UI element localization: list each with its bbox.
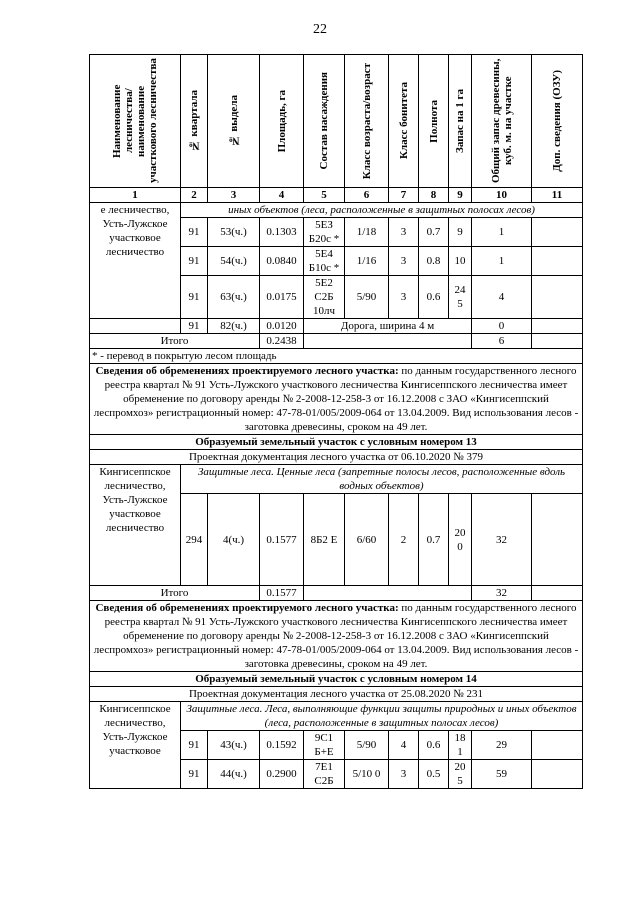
area-cell: 0.1303 xyxy=(260,218,304,247)
total-stock-cell: 0 xyxy=(472,319,532,334)
footnote: * - перевод в покрытую лесом площадь xyxy=(90,349,583,364)
total-stock-cell: 29 xyxy=(472,731,532,760)
compartment-cell: 43(ч.) xyxy=(208,731,260,760)
col-number: 8 xyxy=(419,188,449,203)
total-stock-cell: 1 xyxy=(472,218,532,247)
area-cell: 0.0840 xyxy=(260,247,304,276)
total-row xyxy=(90,334,583,349)
forest-category: Защитные леса. Леса, выполняющие функции защиты природных и иных объектов (леса, расположенные в защитных полосах лесов) xyxy=(181,702,583,731)
stock-cell: 24 5 xyxy=(449,276,472,319)
total-area: 0.2438 xyxy=(260,334,304,349)
extra-cell xyxy=(532,247,583,276)
extra-cell xyxy=(532,218,583,247)
empty-cell xyxy=(304,334,472,349)
total-stock-cell: 59 xyxy=(472,760,532,789)
encumbrance-note xyxy=(90,364,583,435)
bonitet-cell: 4 xyxy=(389,731,419,760)
extra-cell xyxy=(532,731,583,760)
section-title-row xyxy=(90,435,583,450)
bonitet-cell: 3 xyxy=(389,247,419,276)
compartment-cell: 82(ч.) xyxy=(208,319,260,334)
total-volume: 32 xyxy=(472,586,532,601)
encumbrance-row xyxy=(90,601,583,672)
header-extra-info: Доп. сведения (ОЗУ) xyxy=(532,55,583,188)
col-number: 10 xyxy=(472,188,532,203)
header-composition: Состав насаждения xyxy=(304,55,345,188)
extra-cell xyxy=(532,276,583,319)
header-total-stock: Общий запас древесины, куб. м. на участке xyxy=(472,55,532,188)
col-number: 5 xyxy=(304,188,345,203)
bonitet-cell: 3 xyxy=(389,218,419,247)
forest-inventory-table xyxy=(89,54,583,789)
area-cell: 0.1577 xyxy=(260,494,304,586)
density-cell: 0.5 xyxy=(419,760,449,789)
compartment-cell: 44(ч.) xyxy=(208,760,260,789)
encumbrance-note xyxy=(90,601,583,672)
stock-cell: 20 0 xyxy=(449,494,472,586)
table-row-road xyxy=(90,319,583,334)
total-stock-cell: 32 xyxy=(472,494,532,586)
encumbrance-title: Сведения об обременениях проектируемого лесного участка: xyxy=(95,602,399,614)
col-number: 4 xyxy=(260,188,304,203)
area-cell: 0.0175 xyxy=(260,276,304,319)
forest-category: Защитные леса. Ценные леса (запретные полосы лесов, расположенные вдоль водных объектов) xyxy=(181,465,583,494)
project-doc-row xyxy=(90,687,583,702)
project-doc-row xyxy=(90,450,583,465)
quarter-cell: 294 xyxy=(181,494,208,586)
age-cell: 5/10 0 xyxy=(345,760,389,789)
header-row xyxy=(90,55,583,188)
encumbrance-title: Сведения об обременениях проектируемого лесного участка: xyxy=(95,365,399,377)
stock-cell: 18 1 xyxy=(449,731,472,760)
age-cell: 6/60 xyxy=(345,494,389,586)
density-cell: 0.8 xyxy=(419,247,449,276)
quarter-cell: 91 xyxy=(181,731,208,760)
bonitet-cell: 3 xyxy=(389,276,419,319)
section-title: Образуемый земельный участок с условным номером 13 xyxy=(90,435,583,450)
extra-cell xyxy=(532,586,583,601)
age-cell: 5/90 xyxy=(345,276,389,319)
project-doc: Проектная документация лесного участка от 25.08.2020 № 231 xyxy=(90,687,583,702)
composition-cell: 8Б2 Е xyxy=(304,494,345,586)
col-number: 3 xyxy=(208,188,260,203)
table-row xyxy=(90,465,583,494)
header-stock-per-ha: Запас на 1 га xyxy=(449,55,472,188)
page-number: 22 xyxy=(313,22,327,37)
compartment-cell: 54(ч.) xyxy=(208,247,260,276)
composition-cell: 7Е1 С2Б xyxy=(304,760,345,789)
quarter-cell: 91 xyxy=(181,760,208,789)
header-quarter: № квартала xyxy=(181,55,208,188)
empty-cell xyxy=(304,586,472,601)
header-compartment: № выдела xyxy=(208,55,260,188)
road-description: Дорога, ширина 4 м xyxy=(304,319,472,334)
quarter-cell: 91 xyxy=(181,319,208,334)
quarter-cell: 91 xyxy=(181,276,208,319)
extra-cell xyxy=(532,334,583,349)
area-cell: 0.0120 xyxy=(260,319,304,334)
extra-cell xyxy=(532,760,583,789)
col-number: 7 xyxy=(389,188,419,203)
forestry-name-cell: Кингисеппское лесничество, Усть-Лужское участковое xyxy=(90,702,181,789)
header-bonitet: Класс бонитета xyxy=(389,55,419,188)
area-cell: 0.2900 xyxy=(260,760,304,789)
section-title: Образуемый земельный участок с условным номером 14 xyxy=(90,672,583,687)
composition-cell: 9С1 Б+Е xyxy=(304,731,345,760)
footnote-row xyxy=(90,349,583,364)
header-density: Полнота xyxy=(419,55,449,188)
age-cell: 1/18 xyxy=(345,218,389,247)
col-number: 9 xyxy=(449,188,472,203)
total-area: 0.1577 xyxy=(260,586,304,601)
project-doc: Проектная документация лесного участка от 06.10.2020 № 379 xyxy=(90,450,583,465)
density-cell: 0.7 xyxy=(419,218,449,247)
extra-cell xyxy=(532,319,583,334)
age-cell: 1/16 xyxy=(345,247,389,276)
compartment-cell: 4(ч.) xyxy=(208,494,260,586)
bonitet-cell: 2 xyxy=(389,494,419,586)
compartment-cell: 63(ч.) xyxy=(208,276,260,319)
composition-cell: 5Е2 С2Б 10лч xyxy=(304,276,345,319)
density-cell: 0.6 xyxy=(419,276,449,319)
stock-cell: 10 xyxy=(449,247,472,276)
encumbrance-text: по данным государственного лесного реестра квартал № 91 Усть-Лужского участкового лесничества Кингисеппского лесничества имеет обременение по договору аренды № 2-2008-12-258-3 от 16.12.2008 с ЗАО «Кингисеппский леспромхоз» регистрационный номер: 47-78-01/005/2009-064 от 13.04.2009. Вид использования лесов - заготовка древесины, сроком на 49 лет. xyxy=(93,365,579,433)
encumbrance-text: по данным государственного лесного реестра квартал № 91 Усть-Лужского участкового лесничества Кингисеппского лесничества имеет обременение по договору аренды № 2-2008-12-258-3 от 16.12.2008 с ЗАО «Кингисеппский леспромхоз» регистрационный номер: 47-78-01/005/2009-064 от 13.04.2009. Вид использования лесов - заготовка древесины, сроком на 49 лет. xyxy=(93,602,579,670)
total-stock-cell: 4 xyxy=(472,276,532,319)
table-row xyxy=(90,702,583,731)
stock-cell: 9 xyxy=(449,218,472,247)
density-cell: 0.6 xyxy=(419,731,449,760)
extra-cell xyxy=(532,494,583,586)
bonitet-cell: 3 xyxy=(389,760,419,789)
total-stock-cell: 1 xyxy=(472,247,532,276)
col-number: 2 xyxy=(181,188,208,203)
col-number: 1 xyxy=(90,188,181,203)
encumbrance-row xyxy=(90,364,583,435)
forest-category: иных объектов (леса, расположенные в защитных полосах лесов) xyxy=(181,203,583,218)
total-label: Итого xyxy=(90,586,260,601)
section-title-row xyxy=(90,672,583,687)
column-numbers-row xyxy=(90,188,583,203)
forestry-name-cell: Кингисеппское лесничество, Усть-Лужское участковое лесничество xyxy=(90,465,181,586)
header-forestry: Наименование лесничества/ наименование участкового лесничества xyxy=(90,55,181,188)
density-cell: 0.7 xyxy=(419,494,449,586)
col-number: 11 xyxy=(532,188,583,203)
age-cell: 5/90 xyxy=(345,731,389,760)
header-area: Площадь, га xyxy=(260,55,304,188)
table-row xyxy=(90,203,583,218)
forestry-name-cell: е лесничество, Усть-Лужское участковое лесничество xyxy=(90,203,181,319)
col-number: 6 xyxy=(345,188,389,203)
total-label: Итого xyxy=(90,334,260,349)
area-cell: 0.1592 xyxy=(260,731,304,760)
stock-cell: 20 5 xyxy=(449,760,472,789)
empty-cell xyxy=(90,319,181,334)
composition-cell: 5Е4 Б10с * xyxy=(304,247,345,276)
composition-cell: 5ЕЗ Б20с * xyxy=(304,218,345,247)
total-volume: 6 xyxy=(472,334,532,349)
total-row xyxy=(90,586,583,601)
quarter-cell: 91 xyxy=(181,218,208,247)
compartment-cell: 53(ч.) xyxy=(208,218,260,247)
quarter-cell: 91 xyxy=(181,247,208,276)
header-age-class: Класс возраста/возраст xyxy=(345,55,389,188)
